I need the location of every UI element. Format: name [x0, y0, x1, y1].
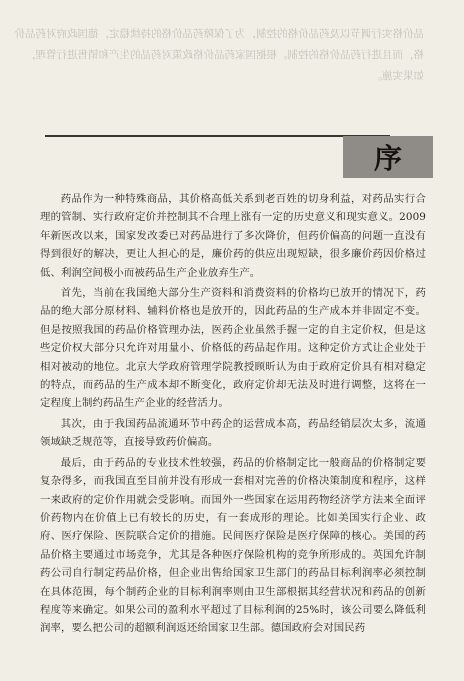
paragraph: 药品作为一种特殊商品，其价格高低关系到老百姓的切身利益，对药品实行合理的管制、实行政府定价并控制其不合理上涨有一定的历史意义和现实意义。2009年新医改以来，国家发改委已对药品进行了多次降价，但药价偏高的问题一直没有得到很好的解决，更让人担心的是，廉价药的供应出现短缺，很多廉价药因价格过低、利润空间极小而被药品生产企业放弃生产。	[40, 193, 426, 279]
paragraph: 最后，由于药品的专业技术性较强，药品的价格制定比一般商品的价格制定要复杂得多，而我国直至目前并没有形成一套相对完善的价格决策制度和程序，这样一来政府的定价作用就会受影响。而国外一些国家在运用药物经济学方法来全面评价药物内在价值上已有较长的历史，有一套成形的理论。比如美国实行企业、政府、医疗保险、医院联合定价的措施。民间医疗保险是医疗保障的核心。美国的药品价格主要通过市场竞争，尤其是各种医疗保险机构的竞争所形成的。英国允许制药公司自行制定药品价格，但企业出售给国家卫生部门的药品目标利润率必须控制在具体范围，每个制药企业的目标利润率则由卫生部根据其经营状况和药品的创新程度等来确定。如果公司的盈利水平超过了目标利润的25%时，该公司要么降低利润率，要么把公司的超额利润返还给国家卫生部。德国政府会对国民药	[40, 456, 426, 635]
chapter-heading-box	[343, 136, 433, 178]
bleed-through-line: 品价格实行调节以及药品价格的控制，为了保障药品价格的持续稳定，德国政府对药品价	[14, 28, 424, 40]
bleed-through-line: 格，而且进行药品价格的控制。根据国家药品价格政策对药品的生产和销售进行管理，	[25, 49, 424, 61]
paragraph: 其次，由于我国药品流通环节中药企的运营成本高，药品经销层次太多，流通领域缺乏规范等，直接导致药价偏高。	[40, 417, 426, 449]
bleed-through-line: 如果实施。	[371, 70, 424, 82]
body-text	[40, 190, 426, 638]
chapter-title: 序	[373, 142, 402, 175]
paragraph: 首先，当前在我国绝大部分生产资料和消费资料的价格均已放开的情况下，药品的绝大部分原材料、辅料价格也是放开的，因此药品的生产成本并非固定不变。但是按照我国的药品价格管理办法，医药企业虽然手握一定的自主定价权，但是这些定价权大部分只允许对用量小、价格低的药品起作用。这种定价方式让企业处于相对被动的地位。北京大学政府管理学院教授顾昕认为由于政府定价具有相对稳定的特点，而药品的生产成本却不断变化，政府定价却无法及时进行调整，这将在一定程度上制约药品生产企业的经营活力。	[40, 287, 426, 410]
bleed-through-text	[0, 0, 464, 210]
header-rule	[45, 135, 390, 137]
